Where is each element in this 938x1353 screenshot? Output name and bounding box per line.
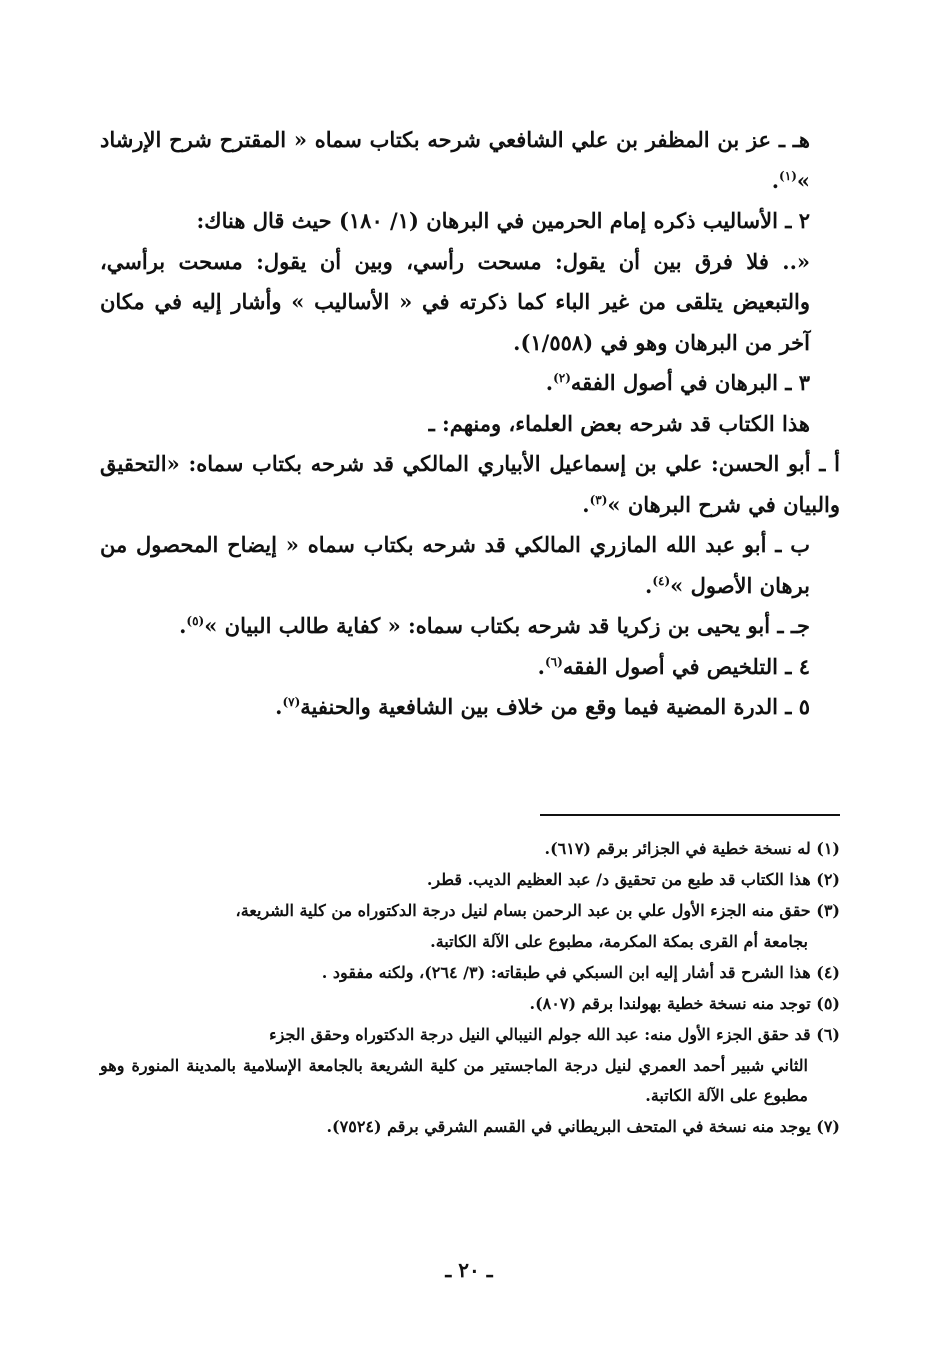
paragraph-asalib: ٢ ـ الأساليب ذكره إمام الحرمين في البرهان (١/ ١٨٠) حيث قال هناك: (196, 208, 810, 233)
footnote-5: (٥) توجد منه نسخة خطية بهولندا برقم (٨٠٧). (529, 994, 840, 1013)
page-number: ـ ٢٠ ـ (445, 1258, 493, 1282)
footnotes (100, 834, 840, 1143)
footnote-7: (٧) يوجد منه نسخة في المتحف البريطاني في القسم الشرقي برقم (٧٥٢٤). (326, 1117, 840, 1136)
paragraph-item-b: ب ـ أبو عبد الله المازري المالكي قد شرحه بكتاب سماه « إيضاح المحصول من برهان الأصول »$^{(٤)}$. (100, 532, 810, 598)
paragraph-durra: ٥ ـ الدرة المضية فيما وقع من خلاف بين الشافعية والحنفية$^{(٧)}$. (275, 694, 810, 719)
footnote-2: (٢) هذا الكتاب قد طبع من تحقيق د/ عبد العظيم الديب. قطر. (426, 870, 840, 889)
footnote-ref-5: (٥) (186, 614, 205, 628)
footnote-1: (١) له نسخة خطية في الجزائر برقم (٦١٧). (544, 839, 840, 858)
footnote-divider (540, 814, 840, 816)
paragraph-item-a: أ ـ أبو الحسن: علي بن إسماعيل الأبياري المالكي قد شرحه بكتاب سماه: «التحقيق والبيان في شرح البرهان »$^{(٣)}$. (100, 451, 840, 517)
footnote-6: (٦) قد حقق الجزء الأول منه: عبد الله جولم النيبالي النيل درجة الدكتوراه وحقق الجزء (269, 1025, 840, 1044)
footnote-ref-6: (٦) (544, 654, 563, 669)
footnote-4: (٤) هذا الشرح قد أشار إليه ابن السبكي في طبقاته: (٣/ ٢٦٤)، ولكنه مفقود . (321, 963, 840, 982)
footnote-3: (٣) حقق منه الجزء الأول علي بن عبد الرحمن بسام لنيل درجة الدكتوراه من كلية الشريعة، (235, 901, 840, 920)
footnote-ref-2: (٢) (553, 371, 571, 385)
footnote-ref-7: (٧) (282, 695, 301, 709)
paragraph-burhan: ٣ ـ البرهان في أصول الفقه$^{(٢)}$. (545, 370, 810, 395)
footnote-3-continued: بجامعة أم القرى بمكة المكرمة، مطبوع على الآلة الكاتبة. (430, 932, 808, 951)
footnote-ref-3: (٣) (589, 492, 608, 507)
main-text (100, 120, 840, 728)
paragraph-commentaries: هذا الكتاب قد شرحه بعض العلماء، ومنهم: ـ (428, 410, 810, 436)
paragraph-talkhis: ٤ ـ التلخيص في أصول الفقه$^{(٦)}$. (537, 653, 810, 679)
paragraph-item-j: جـ ـ أبو يحيى بن زكريا قد شرحه بكتاب سماه: « كفاية طالب البيان »$^{(٥)}$. (179, 613, 810, 638)
quote-burhan: «.. فلا فرق بين أن يقول: مسحت رأسي، وبين أن يقول: مسحت برأسي، والتبعيض يتلقى من غير الباء كما ذكرته في « الأساليب » وأشار إليه في مكان آخر من البرهان وهو في (١/٥٥٨). (100, 248, 810, 355)
paragraph-item-h: هـ ـ عز بن المظفر بن علي الشافعي شرحه بكتاب سماه « المقترح شرح الإرشاد »$^{(١)}$. (100, 127, 810, 193)
footnote-6-continued: الثاني شبير أحمد العمري لنيل درجة الماجستير من كلية الشريعة بالجامعة الإسلامية بالمدينة المنورة وهو مطبوع على الآلة الكاتبة. (100, 1056, 808, 1105)
footnote-ref-4: (٤) (652, 573, 671, 588)
footnote-ref-1: (١) (779, 168, 797, 183)
